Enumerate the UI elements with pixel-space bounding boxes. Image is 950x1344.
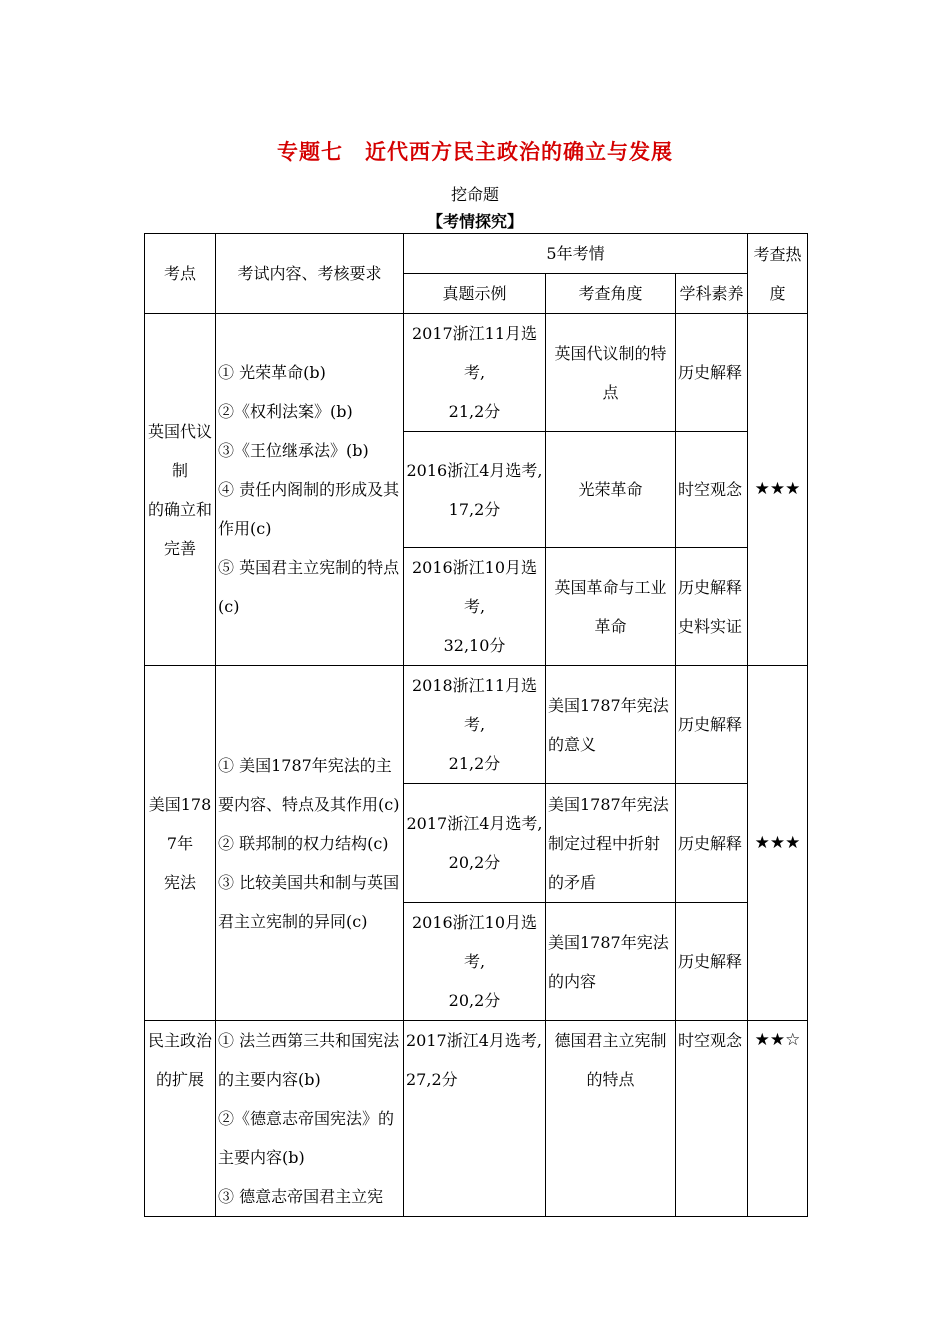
header-heat: 考查热度	[748, 234, 808, 314]
heat-rating: ★★☆	[748, 1021, 808, 1217]
exam-angle: 美国1787年宪法的内容	[546, 903, 676, 1021]
exam-literacy: 历史解释 史料实证	[676, 548, 748, 666]
header-literacy: 学科素养	[676, 274, 748, 314]
topic-cell: 民主政治的扩展	[145, 1021, 216, 1217]
header-requirements: 考试内容、考核要求	[216, 234, 404, 314]
header-topic: 考点	[145, 234, 216, 314]
header-five-year: 5年考情	[404, 234, 748, 274]
exam-angle: 光荣革命	[546, 432, 676, 548]
topic-cell: 美国1787年 宪法	[145, 666, 216, 1021]
exam-example: 2016浙江10月选考, 20,2分	[404, 903, 546, 1021]
requirements-cell: ① 法兰西第三共和国宪法的主要内容(b) ②《德意志帝国宪法》的主要内容(b) ③ 德意志帝国君主立宪	[216, 1021, 404, 1217]
heat-rating: ★★★	[748, 666, 808, 1021]
document-title: 专题七 近代西方民主政治的确立与发展	[277, 140, 673, 164]
requirements-cell: ① 光荣革命(b) ②《权利法案》(b) ③《王位继承法》(b) ④ 责任内阁制的形成及其作用(c) ⑤ 英国君主立宪制的特点(c)	[216, 314, 404, 666]
exam-angle: 英国革命与工业革命	[546, 548, 676, 666]
exam-literacy: 历史解释	[676, 903, 748, 1021]
exam-angle: 美国1787年宪法的意义	[546, 666, 676, 784]
document-subtitle: 挖命题	[450, 185, 499, 204]
exam-example: 2017浙江4月选考, 27,2分	[404, 1021, 546, 1217]
exam-example: 2017浙江4月选考, 20,2分	[404, 784, 546, 903]
exam-literacy: 历史解释	[676, 666, 748, 784]
exam-literacy: 历史解释	[676, 784, 748, 903]
requirements-cell: ① 美国1787年宪法的主要内容、特点及其作用(c) ② 联邦制的权力结构(c) ③ 比较美国共和制与英国君主立宪制的异同(c)	[216, 666, 404, 1021]
exam-angle: 英国代议制的特点	[546, 314, 676, 432]
exam-example: 2018浙江11月选考, 21,2分	[404, 666, 546, 784]
exam-example: 2016浙江4月选考, 17,2分	[404, 432, 546, 548]
header-angle: 考查角度	[546, 274, 676, 314]
exam-angle: 美国1787年宪法制定过程中折射的矛盾	[546, 784, 676, 903]
topic-cell: 英国代议制 的确立和 完善	[145, 314, 216, 666]
exam-example: 2016浙江10月选考, 32,10分	[404, 548, 546, 666]
heat-rating: ★★★	[748, 314, 808, 666]
exam-literacy: 时空观念	[676, 432, 748, 548]
header-example: 真题示例	[404, 274, 546, 314]
section-label: 【考情探究】	[426, 212, 523, 231]
exam-example: 2017浙江11月选考, 21,2分	[404, 314, 546, 432]
exam-literacy: 历史解释	[676, 314, 748, 432]
exam-literacy: 时空观念	[676, 1021, 748, 1217]
exam-analysis-table	[144, 233, 808, 1217]
exam-angle: 德国君主立宪制的特点	[546, 1021, 676, 1217]
